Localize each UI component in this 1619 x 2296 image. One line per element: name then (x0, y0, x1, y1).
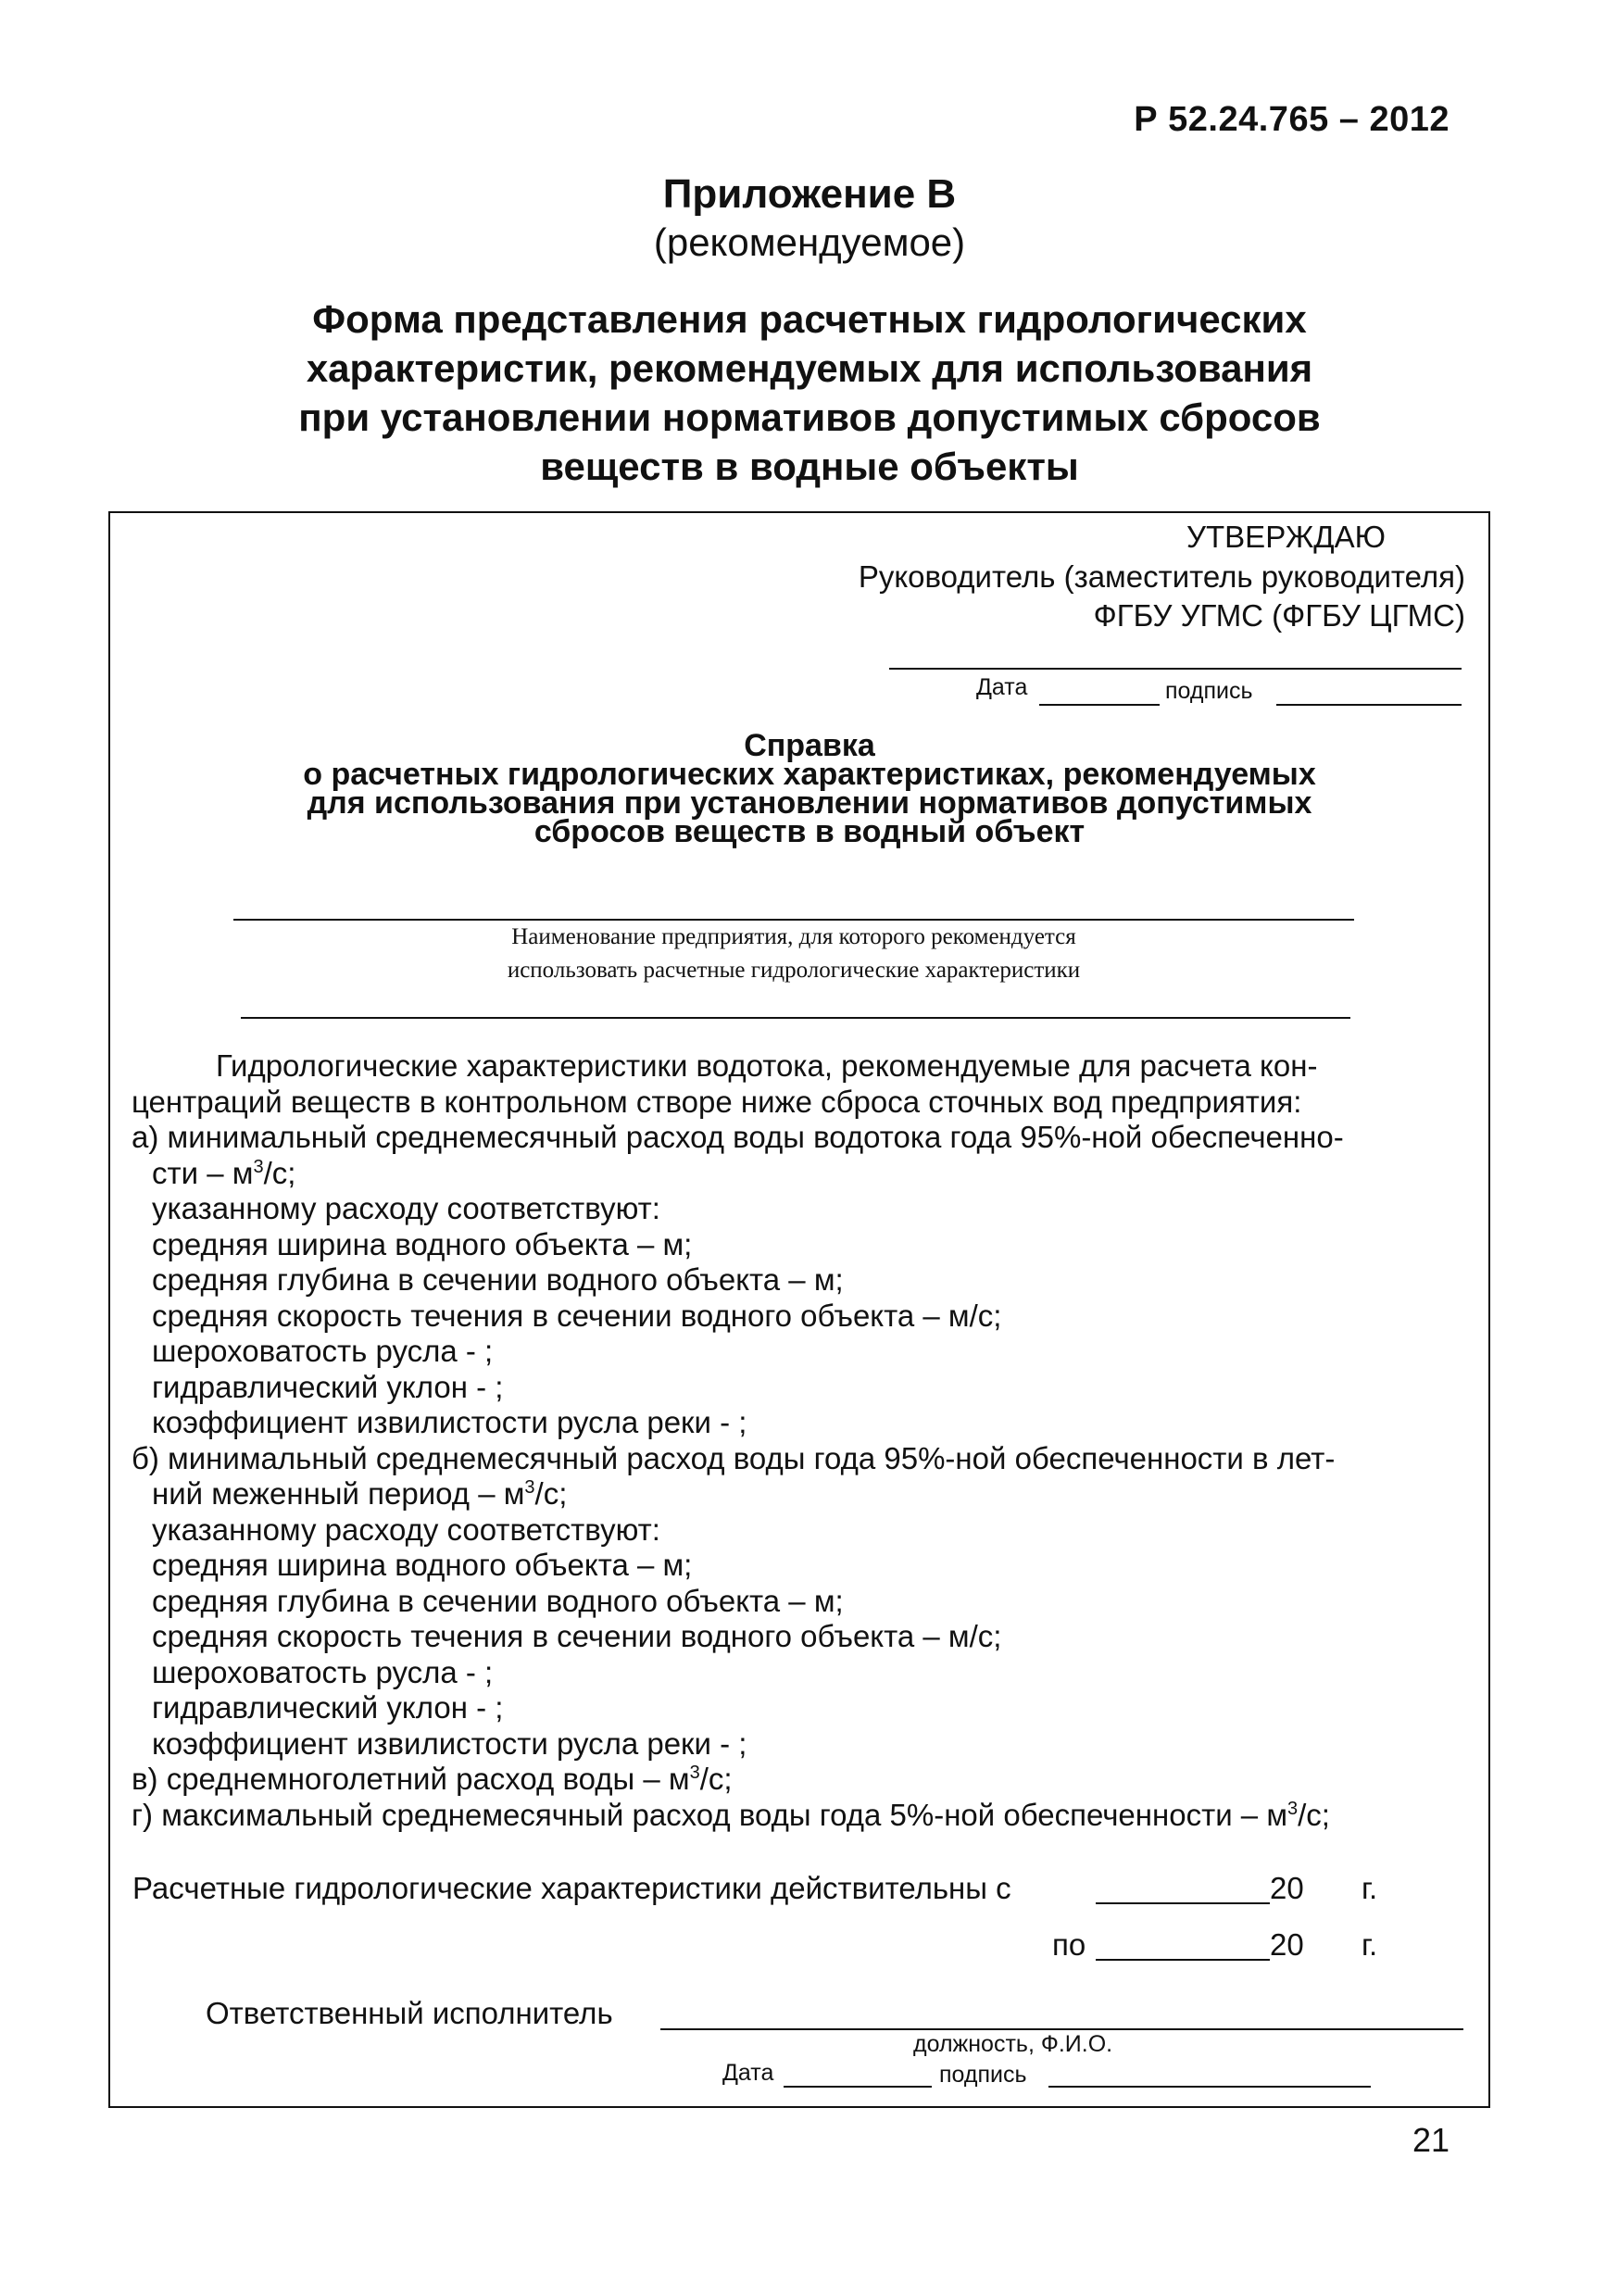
form-title-line: веществ в водные объекты (540, 445, 1079, 488)
executor-label: Ответственный исполнитель (206, 1996, 613, 2030)
executor-signature-line[interactable] (1048, 2086, 1371, 2088)
form-title-line: Форма представления расчетных гидрологических (312, 297, 1307, 341)
item-c-line: в) среднемноголетний расход воды – $м^3/с$; (132, 1762, 733, 1796)
page-number: 21 (1412, 2121, 1450, 2159)
validity-from-year-suffix: г. (1362, 1871, 1378, 1905)
certificate-line: о расчетных гидрологических характеристиках, рекомендуемых (303, 757, 1316, 792)
item-a-line: сти – $м^3/с$; (152, 1155, 296, 1190)
certificate-heading (0, 728, 1619, 849)
item-a-detail: средняя скорость течения в сечении водного объекта – м/с; (152, 1298, 1002, 1333)
item-b-detail: указанному расходу соответствуют: (152, 1512, 660, 1547)
item-d-line: г) максимальный среднемесячный расход воды года 5%-ной обеспеченности – $м^3/с$; (132, 1797, 1330, 1832)
standard-code: Р 52.24.765 – 2012 (1134, 100, 1450, 139)
certificate-line: для использования при установлении нормативов допустимых (307, 785, 1312, 821)
item-b-detail: коэффициент извилистости русла реки - ; (152, 1725, 747, 1761)
item-a-detail: указанному расходу соответствуют: (152, 1191, 660, 1225)
form-title-line: при установлении нормативов допустимых сбросов (298, 395, 1321, 439)
validity-to-year: 20 (1270, 1927, 1304, 1962)
executor-date-label: Дата (722, 2060, 774, 2086)
executor-signature-label: подпись (939, 2062, 1027, 2088)
approval-position-line2: ФГБУ УГМС (ФГБУ ЦГМС) (1093, 598, 1465, 633)
item-a-detail: коэффициент извилистости русла реки - ; (152, 1405, 747, 1439)
enterprise-caption-line: Наименование предприятия, для которого рекомендуется (511, 924, 1076, 949)
validity-label: Расчетные гидрологические характеристики действительны с (132, 1871, 1011, 1905)
intro-line: центраций веществ в контрольном створе ниже сброса сточных вод предприятия: (132, 1084, 1302, 1119)
validity-to-label: по (1052, 1927, 1086, 1962)
approval-name-line[interactable] (889, 668, 1462, 670)
validity-from-year: 20 (1270, 1871, 1304, 1905)
characteristics-body (132, 1048, 1461, 1833)
approval-date-line[interactable] (1039, 704, 1160, 706)
approval-signature-label: подпись (1165, 678, 1253, 704)
enterprise-caption-line: использовать расчетные гидрологические характеристики (507, 958, 1081, 983)
item-b-line: ний меженный период – $м^3/с$; (152, 1476, 568, 1511)
certificate-title: Справка (744, 728, 875, 763)
validity-from-line[interactable] (1096, 1902, 1270, 1904)
enterprise-extra-line[interactable] (241, 1017, 1350, 1019)
intro-line: Гидрологические характеристики водотока, рекомендуемые для расчета кон- (216, 1048, 1318, 1083)
item-a-detail: средняя глубина в сечении водного объекта – м; (152, 1262, 844, 1297)
validity-to-line[interactable] (1096, 1959, 1270, 1961)
executor-caption: должность, Ф.И.О. (913, 2031, 1113, 2057)
certificate-line: сбросов веществ в водный объект (533, 814, 1086, 849)
approval-signature-line[interactable] (1276, 704, 1462, 706)
item-a-line: а) минимальный среднемесячный расход воды водотока года 95%-ной обеспеченно- (132, 1120, 1344, 1154)
appendix-subtitle: (рекомендуемое) (653, 220, 966, 264)
form-title-line: характеристик, рекомендуемых для использования (306, 346, 1313, 390)
form-title (0, 295, 1619, 491)
validity-to-year-suffix: г. (1362, 1927, 1378, 1962)
item-b-detail: шероховатость русла - ; (152, 1654, 494, 1689)
item-a-detail: гидравлический уклон - ; (152, 1369, 504, 1404)
item-a-detail: шероховатость русла - ; (152, 1334, 494, 1368)
executor-line[interactable] (660, 2028, 1463, 2030)
executor-date-line[interactable] (784, 2086, 932, 2088)
appendix-title: Приложение В (662, 171, 957, 217)
approval-position-line1: Руководитель (заместитель руководителя) (858, 559, 1465, 594)
item-b-detail: средняя скорость течения в сечении водного объекта – м/с; (152, 1619, 1002, 1653)
approval-heading: УТВЕРЖДАЮ (1186, 520, 1386, 554)
item-b-line: б) минимальный среднемесячный расход воды года 95%-ной обеспеченности в лет- (132, 1440, 1336, 1475)
item-b-detail: средняя ширина водного объекта – м; (152, 1548, 693, 1582)
item-a-detail: средняя ширина водного объекта – м; (152, 1226, 693, 1261)
approval-date-label: Дата (976, 674, 1028, 700)
item-b-detail: гидравлический уклон - ; (152, 1690, 504, 1725)
item-b-detail: средняя глубина в сечении водного объекта – м; (152, 1583, 844, 1618)
enterprise-caption (233, 921, 1354, 987)
